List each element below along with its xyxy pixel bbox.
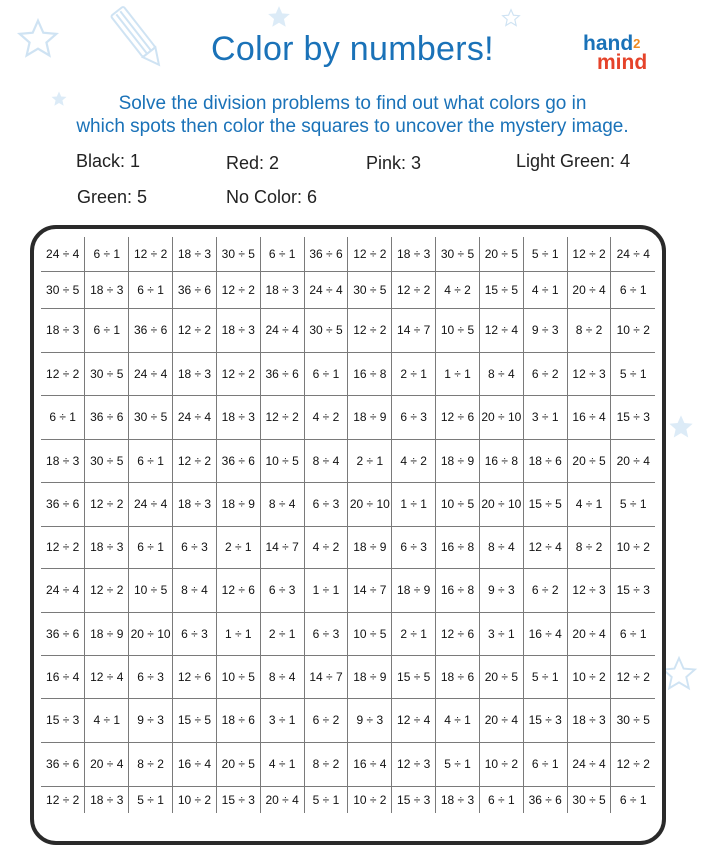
grid-cell[interactable]: 10 ÷ 2 (173, 786, 217, 813)
grid-cell[interactable]: 6 ÷ 3 (260, 568, 304, 612)
grid-cell[interactable]: 18 ÷ 3 (85, 786, 129, 813)
grid-cell[interactable]: 6 ÷ 1 (129, 271, 173, 308)
grid-cell[interactable]: 15 ÷ 5 (523, 482, 567, 526)
grid-cell[interactable]: 24 ÷ 4 (129, 352, 173, 395)
grid-cell[interactable]: 4 ÷ 2 (436, 271, 480, 308)
grid-cell[interactable]: 18 ÷ 9 (392, 568, 436, 612)
grid-cell[interactable]: 5 ÷ 1 (436, 742, 480, 786)
grid-cell[interactable]: 20 ÷ 5 (567, 439, 611, 482)
grid-cell[interactable]: 4 ÷ 1 (523, 271, 567, 308)
grid-cell[interactable]: 16 ÷ 4 (523, 612, 567, 655)
grid-cell[interactable]: 20 ÷ 4 (260, 786, 304, 813)
grid-cell[interactable]: 30 ÷ 5 (85, 352, 129, 395)
grid-cell[interactable]: 8 ÷ 2 (129, 742, 173, 786)
grid-cell[interactable]: 30 ÷ 5 (436, 237, 480, 271)
grid-cell[interactable]: 12 ÷ 2 (85, 482, 129, 526)
grid-cell[interactable]: 16 ÷ 8 (479, 439, 523, 482)
grid-cell[interactable]: 36 ÷ 6 (216, 439, 260, 482)
grid-cell[interactable]: 36 ÷ 6 (41, 612, 85, 655)
grid-cell[interactable]: 16 ÷ 4 (173, 742, 217, 786)
division-grid (41, 237, 655, 813)
grid-cell[interactable]: 12 ÷ 3 (392, 742, 436, 786)
grid-cell[interactable]: 6 ÷ 1 (611, 271, 655, 308)
grid-cell[interactable]: 4 ÷ 1 (436, 698, 480, 742)
grid-cell[interactable]: 8 ÷ 2 (567, 308, 611, 352)
grid-cell[interactable]: 6 ÷ 3 (392, 395, 436, 439)
grid-cell[interactable]: 14 ÷ 7 (392, 308, 436, 352)
grid-cell[interactable]: 10 ÷ 5 (216, 655, 260, 698)
grid-cell[interactable]: 10 ÷ 2 (567, 655, 611, 698)
grid-cell[interactable]: 18 ÷ 3 (216, 308, 260, 352)
grid-row (41, 439, 655, 482)
grid-cell[interactable]: 24 ÷ 4 (173, 395, 217, 439)
grid-cell[interactable]: 5 ÷ 1 (523, 655, 567, 698)
grid-row (41, 698, 655, 742)
grid-cell[interactable]: 1 ÷ 1 (304, 568, 348, 612)
grid-cell[interactable]: 18 ÷ 6 (436, 655, 480, 698)
grid-cell[interactable]: 2 ÷ 1 (392, 612, 436, 655)
grid-cell[interactable]: 36 ÷ 6 (41, 482, 85, 526)
grid-row (41, 271, 655, 308)
grid-cell[interactable]: 30 ÷ 5 (129, 395, 173, 439)
grid-cell[interactable]: 18 ÷ 9 (85, 612, 129, 655)
grid-cell[interactable]: 12 ÷ 6 (436, 395, 480, 439)
grid-cell[interactable]: 30 ÷ 5 (216, 237, 260, 271)
grid-cell[interactable]: 9 ÷ 3 (479, 568, 523, 612)
grid-cell[interactable]: 18 ÷ 3 (436, 786, 480, 813)
grid-cell[interactable]: 9 ÷ 3 (348, 698, 392, 742)
grid-cell[interactable]: 20 ÷ 4 (85, 742, 129, 786)
grid-cell[interactable]: 10 ÷ 2 (611, 526, 655, 568)
grid-row (41, 568, 655, 612)
grid-cell[interactable]: 10 ÷ 5 (436, 308, 480, 352)
grid-cell[interactable]: 36 ÷ 6 (129, 308, 173, 352)
grid-cell[interactable]: 15 ÷ 5 (479, 271, 523, 308)
grid-cell[interactable]: 24 ÷ 4 (41, 237, 85, 271)
grid-cell[interactable]: 36 ÷ 6 (304, 237, 348, 271)
grid-cell[interactable]: 6 ÷ 1 (611, 786, 655, 813)
grid-cell[interactable]: 16 ÷ 8 (348, 352, 392, 395)
grid-cell[interactable]: 6 ÷ 2 (523, 352, 567, 395)
grid-cell[interactable]: 18 ÷ 3 (260, 271, 304, 308)
grid-cell[interactable]: 6 ÷ 3 (173, 526, 217, 568)
grid-cell[interactable]: 12 ÷ 4 (85, 655, 129, 698)
grid-cell[interactable]: 3 ÷ 1 (479, 612, 523, 655)
grid-cell[interactable]: 6 ÷ 1 (479, 786, 523, 813)
grid-cell[interactable]: 8 ÷ 4 (479, 352, 523, 395)
grid-cell[interactable]: 6 ÷ 1 (523, 742, 567, 786)
grid-cell[interactable]: 8 ÷ 2 (567, 526, 611, 568)
grid-cell[interactable]: 18 ÷ 9 (348, 655, 392, 698)
grid-cell[interactable]: 18 ÷ 3 (85, 526, 129, 568)
grid-cell[interactable]: 18 ÷ 3 (392, 237, 436, 271)
grid-cell[interactable]: 12 ÷ 2 (567, 237, 611, 271)
grid-cell[interactable]: 18 ÷ 3 (173, 352, 217, 395)
grid-cell[interactable]: 10 ÷ 5 (348, 612, 392, 655)
grid-cell[interactable]: 24 ÷ 4 (41, 568, 85, 612)
grid-row (41, 655, 655, 698)
grid-cell[interactable]: 8 ÷ 4 (304, 439, 348, 482)
grid-cell[interactable]: 15 ÷ 3 (216, 786, 260, 813)
grid-cell[interactable]: 30 ÷ 5 (304, 308, 348, 352)
grid-cell[interactable]: 4 ÷ 2 (304, 395, 348, 439)
grid-cell[interactable]: 2 ÷ 1 (348, 439, 392, 482)
star-icon (501, 8, 521, 28)
grid-cell[interactable]: 18 ÷ 9 (348, 395, 392, 439)
grid-cell[interactable]: 6 ÷ 1 (41, 395, 85, 439)
grid-cell[interactable]: 15 ÷ 3 (523, 698, 567, 742)
grid-cell[interactable]: 6 ÷ 3 (392, 526, 436, 568)
grid-cell[interactable]: 6 ÷ 1 (260, 237, 304, 271)
grid-cell[interactable]: 8 ÷ 4 (260, 655, 304, 698)
grid-row (41, 786, 655, 813)
grid-cell[interactable]: 5 ÷ 1 (129, 786, 173, 813)
grid-row (41, 526, 655, 568)
grid-cell[interactable]: 30 ÷ 5 (348, 271, 392, 308)
grid-cell[interactable]: 12 ÷ 3 (567, 352, 611, 395)
grid-row (41, 612, 655, 655)
star-icon (667, 413, 695, 441)
grid-cell[interactable]: 18 ÷ 3 (41, 308, 85, 352)
grid-cell[interactable]: 16 ÷ 4 (348, 742, 392, 786)
grid-cell[interactable]: 30 ÷ 5 (41, 271, 85, 308)
grid-cell[interactable]: 12 ÷ 3 (567, 568, 611, 612)
grid-cell[interactable]: 12 ÷ 2 (216, 271, 260, 308)
grid-cell[interactable]: 20 ÷ 5 (216, 742, 260, 786)
page-title: Color by numbers! (211, 30, 494, 68)
grid-cell[interactable]: 12 ÷ 6 (216, 568, 260, 612)
grid-cell[interactable]: 12 ÷ 2 (173, 308, 217, 352)
grid-cell[interactable]: 6 ÷ 1 (129, 526, 173, 568)
grid-cell[interactable]: 12 ÷ 2 (611, 742, 655, 786)
grid-cell[interactable]: 12 ÷ 2 (41, 526, 85, 568)
grid-cell[interactable]: 6 ÷ 2 (304, 698, 348, 742)
grid-cell[interactable]: 2 ÷ 1 (216, 526, 260, 568)
grid-cell[interactable]: 18 ÷ 9 (348, 526, 392, 568)
grid-cell[interactable]: 9 ÷ 3 (523, 308, 567, 352)
grid-cell[interactable]: 30 ÷ 5 (85, 439, 129, 482)
grid-cell[interactable]: 16 ÷ 4 (567, 395, 611, 439)
grid-row (41, 482, 655, 526)
grid-cell[interactable]: 12 ÷ 2 (216, 352, 260, 395)
grid-cell[interactable]: 6 ÷ 1 (304, 352, 348, 395)
grid-cell[interactable]: 9 ÷ 3 (129, 698, 173, 742)
grid-cell[interactable]: 15 ÷ 5 (392, 655, 436, 698)
grid-cell[interactable]: 5 ÷ 1 (304, 786, 348, 813)
logo-word-mind: mind (597, 51, 648, 74)
grid-cell[interactable]: 1 ÷ 1 (392, 482, 436, 526)
grid-cell[interactable]: 20 ÷ 4 (479, 698, 523, 742)
grid-cell[interactable]: 15 ÷ 3 (41, 698, 85, 742)
grid-cell[interactable]: 24 ÷ 4 (611, 237, 655, 271)
grid-cell[interactable]: 18 ÷ 3 (173, 482, 217, 526)
grid-cell[interactable]: 1 ÷ 1 (436, 352, 480, 395)
grid-cell[interactable]: 24 ÷ 4 (129, 482, 173, 526)
grid-cell[interactable]: 20 ÷ 10 (479, 395, 523, 439)
grid-cell[interactable]: 16 ÷ 4 (41, 655, 85, 698)
grid-cell[interactable]: 8 ÷ 4 (479, 526, 523, 568)
grid-cell[interactable]: 14 ÷ 7 (304, 655, 348, 698)
grid-cell[interactable]: 12 ÷ 2 (260, 395, 304, 439)
grid-cell[interactable]: 10 ÷ 2 (611, 308, 655, 352)
grid-cell[interactable]: 6 ÷ 1 (611, 612, 655, 655)
grid-cell[interactable]: 6 ÷ 3 (129, 655, 173, 698)
grid-cell[interactable]: 6 ÷ 1 (85, 237, 129, 271)
grid-cell[interactable]: 4 ÷ 2 (304, 526, 348, 568)
grid-cell[interactable]: 15 ÷ 5 (173, 698, 217, 742)
grid-cell[interactable]: 12 ÷ 2 (348, 237, 392, 271)
grid-cell[interactable]: 8 ÷ 4 (173, 568, 217, 612)
grid-cell[interactable]: 20 ÷ 5 (479, 237, 523, 271)
grid-cell[interactable]: 6 ÷ 3 (173, 612, 217, 655)
grid-cell[interactable]: 10 ÷ 5 (260, 439, 304, 482)
grid-cell[interactable]: 1 ÷ 1 (216, 612, 260, 655)
grid-cell[interactable]: 18 ÷ 3 (41, 439, 85, 482)
instructions (0, 92, 705, 138)
grid-cell[interactable]: 14 ÷ 7 (348, 568, 392, 612)
grid-cell[interactable]: 15 ÷ 3 (611, 395, 655, 439)
key-black: Black: 1 (76, 151, 141, 171)
key-pink: Pink: 3 (366, 153, 422, 173)
key-red: Red: 2 (226, 153, 280, 173)
grid-cell[interactable]: 36 ÷ 6 (260, 352, 304, 395)
grid-row (41, 352, 655, 395)
grid-row (41, 742, 655, 786)
brand-logo (583, 34, 673, 72)
grid-cell[interactable]: 10 ÷ 2 (348, 786, 392, 813)
key-green: Green: 5 (77, 187, 148, 207)
grid-cell[interactable]: 12 ÷ 2 (611, 655, 655, 698)
grid-cell[interactable]: 10 ÷ 2 (479, 742, 523, 786)
grid-cell[interactable]: 12 ÷ 2 (392, 271, 436, 308)
grid-cell[interactable]: 20 ÷ 10 (129, 612, 173, 655)
grid-cell[interactable]: 15 ÷ 3 (611, 568, 655, 612)
grid-cell[interactable]: 4 ÷ 2 (392, 439, 436, 482)
logo-superscript: 2 (633, 36, 641, 51)
instructions-line-2: which spots then color the squares to uncover the mystery image. (76, 116, 629, 137)
grid-cell[interactable]: 16 ÷ 8 (436, 568, 480, 612)
grid-cell[interactable]: 12 ÷ 2 (41, 786, 85, 813)
grid-row (41, 308, 655, 352)
grid-cell[interactable]: 5 ÷ 1 (523, 237, 567, 271)
grid-cell[interactable]: 12 ÷ 6 (436, 612, 480, 655)
grid-cell[interactable]: 20 ÷ 5 (479, 655, 523, 698)
grid-cell[interactable]: 6 ÷ 2 (523, 568, 567, 612)
grid-cell[interactable]: 6 ÷ 3 (304, 482, 348, 526)
grid-row (41, 395, 655, 439)
grid-cell[interactable]: 3 ÷ 1 (260, 698, 304, 742)
instructions-line-1: Solve the division problems to find out what colors go in (118, 93, 587, 114)
grid-cell[interactable]: 18 ÷ 9 (436, 439, 480, 482)
grid-cell[interactable]: 12 ÷ 4 (392, 698, 436, 742)
grid-row (41, 237, 655, 271)
grid-cell[interactable]: 8 ÷ 2 (304, 742, 348, 786)
grid-cell[interactable]: 30 ÷ 5 (567, 786, 611, 813)
grid-cell[interactable]: 12 ÷ 2 (348, 308, 392, 352)
grid-cell[interactable]: 4 ÷ 1 (85, 698, 129, 742)
grid-cell[interactable]: 8 ÷ 4 (260, 482, 304, 526)
grid-cell[interactable]: 6 ÷ 1 (85, 308, 129, 352)
grid-cell[interactable]: 18 ÷ 3 (85, 271, 129, 308)
grid-cell[interactable]: 4 ÷ 1 (260, 742, 304, 786)
grid-cell[interactable]: 18 ÷ 9 (216, 482, 260, 526)
grid-cell[interactable]: 12 ÷ 2 (173, 439, 217, 482)
grid-cell[interactable]: 12 ÷ 2 (129, 237, 173, 271)
grid-cell[interactable]: 6 ÷ 1 (129, 439, 173, 482)
grid-cell[interactable]: 15 ÷ 3 (392, 786, 436, 813)
key-no-color: No Color: 6 (226, 187, 318, 207)
grid-cell[interactable]: 10 ÷ 5 (436, 482, 480, 526)
grid-cell[interactable]: 24 ÷ 4 (260, 308, 304, 352)
grid-cell[interactable]: 36 ÷ 6 (41, 742, 85, 786)
grid-cell[interactable]: 20 ÷ 10 (479, 482, 523, 526)
grid-cell[interactable]: 12 ÷ 2 (85, 568, 129, 612)
grid-cell[interactable]: 5 ÷ 1 (611, 482, 655, 526)
grid-cell[interactable]: 18 ÷ 6 (523, 439, 567, 482)
grid-cell[interactable]: 30 ÷ 5 (611, 698, 655, 742)
grid-cell[interactable]: 36 ÷ 6 (173, 271, 217, 308)
key-light-green: Light Green: 4 (516, 151, 631, 171)
grid-cell[interactable]: 20 ÷ 4 (567, 612, 611, 655)
grid-cell[interactable]: 36 ÷ 6 (523, 786, 567, 813)
grid-cell[interactable]: 12 ÷ 4 (523, 526, 567, 568)
grid-cell[interactable]: 18 ÷ 3 (216, 395, 260, 439)
grid-cell[interactable]: 18 ÷ 3 (173, 237, 217, 271)
grid-cell[interactable]: 14 ÷ 7 (260, 526, 304, 568)
grid-cell[interactable]: 16 ÷ 8 (436, 526, 480, 568)
grid-cell[interactable]: 5 ÷ 1 (611, 352, 655, 395)
grid-cell[interactable]: 6 ÷ 3 (304, 612, 348, 655)
grid-cell[interactable]: 3 ÷ 1 (523, 395, 567, 439)
grid-cell[interactable]: 36 ÷ 6 (85, 395, 129, 439)
grid-cell[interactable]: 24 ÷ 4 (304, 271, 348, 308)
grid-cell[interactable]: 20 ÷ 4 (611, 439, 655, 482)
grid-cell[interactable]: 12 ÷ 4 (479, 308, 523, 352)
grid-cell[interactable]: 18 ÷ 3 (567, 698, 611, 742)
grid-cell[interactable]: 2 ÷ 1 (392, 352, 436, 395)
grid-cell[interactable]: 18 ÷ 6 (216, 698, 260, 742)
logo-word-hand: hand (583, 32, 634, 55)
grid-cell[interactable]: 4 ÷ 1 (567, 482, 611, 526)
grid-cell[interactable]: 12 ÷ 2 (41, 352, 85, 395)
grid-cell[interactable]: 2 ÷ 1 (260, 612, 304, 655)
grid-cell[interactable]: 20 ÷ 10 (348, 482, 392, 526)
grid-cell[interactable]: 12 ÷ 6 (173, 655, 217, 698)
grid-cell[interactable]: 20 ÷ 4 (567, 271, 611, 308)
star-icon (266, 4, 292, 30)
grid-cell[interactable]: 24 ÷ 4 (567, 742, 611, 786)
grid-cell[interactable]: 10 ÷ 5 (129, 568, 173, 612)
